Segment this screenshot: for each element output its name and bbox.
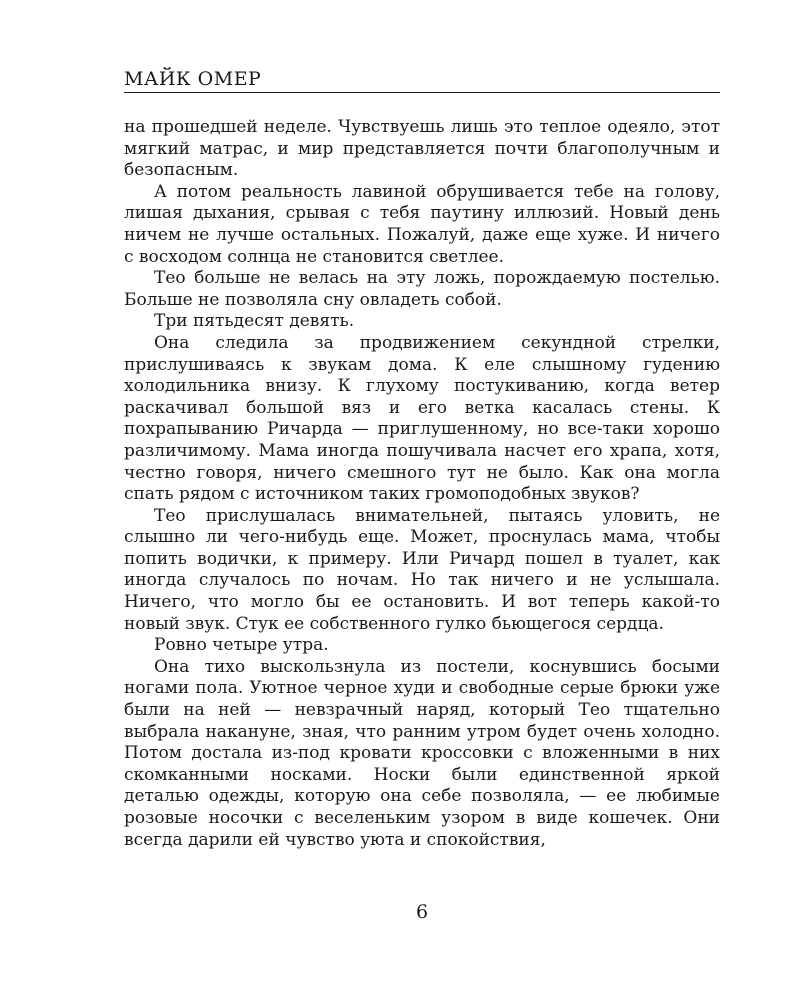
book-page [124,68,720,968]
paragraph: Три пятьдесят девять. [154,311,355,332]
paragraph-continued: на прошедшей неделе. Чувствуешь лишь это теплое одеяло, этот мягкий матрас, и мир представляется почти благополучным и безопасным. [124,117,720,181]
page-number: 6 [415,901,429,923]
paragraph: Тео прислушалась внимательней, пытаясь уловить, не слышно ли чего-нибудь еще. Может, проснулась мама, чтобы попить водички, к примеру. Или Ричард пошел в туалет, как иногда случалось по ночам. Но так ничего и не услышала. Ничего, что могло бы ее остановить. И вот теперь какой-то новый звук. Стук ее собственного гулко бьющегося сердца. [124,505,720,634]
paragraph: Она следила за продвижением секундной стрелки, прислушиваясь к звукам дома. К еле слышному гудению холодильника внизу. К глухому постукиванию, когда ветер раскачивал большой вяз и его ветка касалась стены. К похрапыванию Ричарда — приглушенному, но все-таки хорошо различимому. Мама иногда пошучивала насчет его храпа, хотя, честно говоря, ничего смешного тут не было. Как она могла спать рядом с источником таких громоподобных звуков? [124,332,720,505]
paragraph: Ровно четыре утра. [154,635,329,656]
paragraph: А потом реальность лавиной обрушивается тебе на голову, лишая дыхания, срывая с тебя паутину иллюзий. Новый день ничем не лучше остальных. Пожалуй, даже еще хуже. И ничего с восходом солнца не становится светлее. [124,181,720,267]
paragraph: Она тихо выскользнула из постели, коснувшись босыми ногами пола. Уютное черное худи и свободные серые брюки уже были на ней — невзрачный наряд, который Тео тщательно выбрала накануне, зная, что ранним утром будет очень холодно. Потом достала из-под кровати кроссовки с вложенными в них скомканными носками. Носки были единственной яркой деталью одежды, которую она себе позволяла, — ее любимые розовые носочки с веселеньким узором в виде кошечек. Они всегда дарили ей чувство уюта и спокойствия, [124,656,720,850]
paragraph: Тео больше не велась на эту ложь, порождаемую постелью. Больше не позволяла сну овладеть собой. [124,268,720,310]
running-header: МАЙК ОМЕР [124,68,720,93]
body-text [124,117,720,851]
